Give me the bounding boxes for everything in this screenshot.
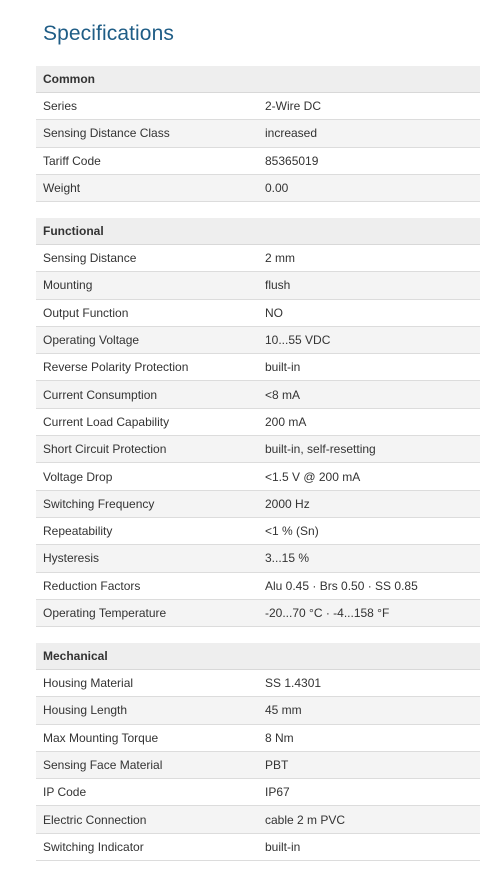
spec-value: -20...70 °C · -4...158 °F xyxy=(258,599,480,626)
table-row xyxy=(36,408,480,435)
spec-value: PBT xyxy=(258,751,480,778)
table-row xyxy=(36,545,480,572)
table-row xyxy=(36,779,480,806)
table-row xyxy=(36,436,480,463)
table-row xyxy=(36,299,480,326)
table-row xyxy=(36,245,480,272)
spec-label: Operating Temperature xyxy=(36,599,258,626)
section-heading: Functional xyxy=(36,218,480,245)
spec-label: Weight xyxy=(36,174,258,201)
spec-label: Housing Material xyxy=(36,670,258,697)
spec-value: flush xyxy=(258,272,480,299)
spec-value: built-in xyxy=(258,354,480,381)
table-row xyxy=(36,517,480,544)
table-row xyxy=(36,354,480,381)
spec-value: Alu 0.45 · Brs 0.50 · SS 0.85 xyxy=(258,572,480,599)
table-row xyxy=(36,326,480,353)
spec-value: 10...55 VDC xyxy=(258,326,480,353)
spec-label: Reverse Polarity Protection xyxy=(36,354,258,381)
spec-value: 0.00 xyxy=(258,174,480,201)
spec-value: 2000 Hz xyxy=(258,490,480,517)
table-row xyxy=(36,670,480,697)
spec-value: increased xyxy=(258,120,480,147)
spec-value: cable 2 m PVC xyxy=(258,806,480,833)
table-row xyxy=(36,93,480,120)
spec-label: Tariff Code xyxy=(36,147,258,174)
spec-value: 85365019 xyxy=(258,147,480,174)
section-header-row xyxy=(36,66,480,93)
spec-label: Switching Indicator xyxy=(36,833,258,860)
spec-value: 45 mm xyxy=(258,697,480,724)
spec-label: Mounting xyxy=(36,272,258,299)
table-row xyxy=(36,174,480,201)
common-specs-section xyxy=(36,66,480,202)
spec-label: Repeatability xyxy=(36,517,258,544)
spec-value: IP67 xyxy=(258,779,480,806)
spec-label: Series xyxy=(36,93,258,120)
table-row xyxy=(36,572,480,599)
table-row xyxy=(36,272,480,299)
table-row xyxy=(36,833,480,860)
section-heading: Common xyxy=(36,66,480,93)
spec-value: 200 mA xyxy=(258,408,480,435)
table-row xyxy=(36,463,480,490)
spec-label: Current Load Capability xyxy=(36,408,258,435)
spec-label: Max Mounting Torque xyxy=(36,724,258,751)
table-row xyxy=(36,120,480,147)
spec-value: SS 1.4301 xyxy=(258,670,480,697)
spec-value: NO xyxy=(258,299,480,326)
spec-label: Short Circuit Protection xyxy=(36,436,258,463)
spec-label: Electric Connection xyxy=(36,806,258,833)
spec-value: 2-Wire DC xyxy=(258,93,480,120)
spec-label: Operating Voltage xyxy=(36,326,258,353)
spec-table xyxy=(36,218,480,627)
spec-value: built-in, self-resetting xyxy=(258,436,480,463)
spec-label: Switching Frequency xyxy=(36,490,258,517)
spec-value: 2 mm xyxy=(258,245,480,272)
spec-label: Hysteresis xyxy=(36,545,258,572)
spec-value: <1 % (Sn) xyxy=(258,517,480,544)
spec-label: Sensing Distance Class xyxy=(36,120,258,147)
mechanical-specs-section xyxy=(36,643,480,861)
spec-label: IP Code xyxy=(36,779,258,806)
spec-value: 3...15 % xyxy=(258,545,480,572)
spec-value: <1.5 V @ 200 mA xyxy=(258,463,480,490)
spec-label: Sensing Distance xyxy=(36,245,258,272)
spec-label: Voltage Drop xyxy=(36,463,258,490)
table-row xyxy=(36,751,480,778)
table-row xyxy=(36,381,480,408)
section-header-row xyxy=(36,643,480,670)
table-row xyxy=(36,806,480,833)
table-row xyxy=(36,724,480,751)
spec-label: Output Function xyxy=(36,299,258,326)
spec-table xyxy=(36,66,480,202)
table-row xyxy=(36,697,480,724)
spec-label: Current Consumption xyxy=(36,381,258,408)
spec-label: Reduction Factors xyxy=(36,572,258,599)
functional-specs-section xyxy=(36,218,480,627)
table-row xyxy=(36,147,480,174)
table-row xyxy=(36,490,480,517)
spec-table xyxy=(36,643,480,861)
section-heading: Mechanical xyxy=(36,643,480,670)
page-title: Specifications xyxy=(43,22,174,45)
table-row xyxy=(36,599,480,626)
spec-value: 8 Nm xyxy=(258,724,480,751)
section-header-row xyxy=(36,218,480,245)
spec-label: Sensing Face Material xyxy=(36,751,258,778)
spec-value: built-in xyxy=(258,833,480,860)
spec-value: <8 mA xyxy=(258,381,480,408)
spec-label: Housing Length xyxy=(36,697,258,724)
